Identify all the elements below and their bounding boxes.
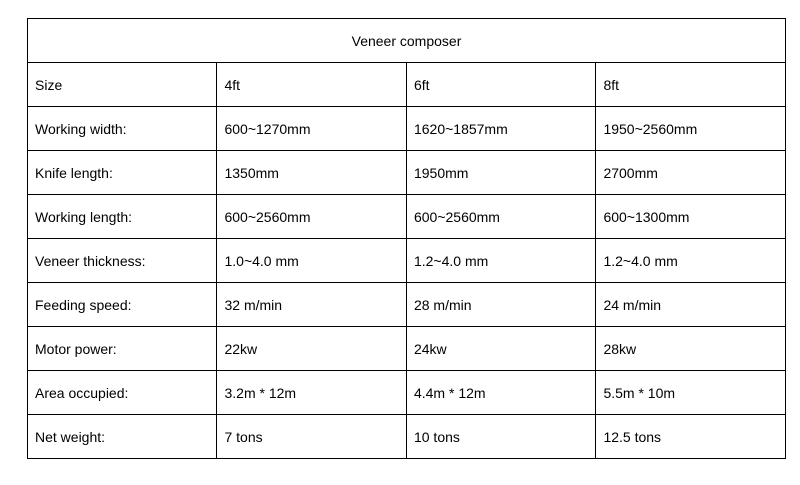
table-cell: 24kw xyxy=(406,327,595,371)
row-label: Working length: xyxy=(28,195,217,239)
table-cell: 10 tons xyxy=(406,415,595,459)
table-row xyxy=(28,415,786,459)
table-row xyxy=(28,151,786,195)
table-cell: 1.0~4.0 mm xyxy=(217,239,406,283)
table-row xyxy=(28,327,786,371)
table-cell: 12.5 tons xyxy=(596,415,786,459)
table-cell: 1.2~4.0 mm xyxy=(406,239,595,283)
table-cell: 7 tons xyxy=(217,415,406,459)
table-cell: 1950mm xyxy=(406,151,595,195)
table-cell: 22kw xyxy=(217,327,406,371)
table-cell: 5.5m * 10m xyxy=(596,371,786,415)
table-cell: 1950~2560mm xyxy=(596,107,786,151)
row-label: Size xyxy=(28,63,217,107)
table-cell: 6ft xyxy=(406,63,595,107)
table-row xyxy=(28,107,786,151)
row-label: Net weight: xyxy=(28,415,217,459)
table-cell: 2700mm xyxy=(596,151,786,195)
row-label: Feeding speed: xyxy=(28,283,217,327)
row-label: Knife length: xyxy=(28,151,217,195)
spec-table xyxy=(27,18,786,459)
spec-table-body xyxy=(28,19,786,459)
table-cell: 32 m/min xyxy=(217,283,406,327)
table-cell: 600~1300mm xyxy=(596,195,786,239)
table-cell: 3.2m * 12m xyxy=(217,371,406,415)
table-title-row xyxy=(28,19,786,63)
table-cell: 8ft xyxy=(596,63,786,107)
table-cell: 1.2~4.0 mm xyxy=(596,239,786,283)
table-cell: 600~1270mm xyxy=(217,107,406,151)
row-label: Working width: xyxy=(28,107,217,151)
table-cell: 4.4m * 12m xyxy=(406,371,595,415)
table-cell: 600~2560mm xyxy=(217,195,406,239)
table-cell: 600~2560mm xyxy=(406,195,595,239)
table-cell: 1350mm xyxy=(217,151,406,195)
row-label: Veneer thickness: xyxy=(28,239,217,283)
row-label: Area occupied: xyxy=(28,371,217,415)
row-label: Motor power: xyxy=(28,327,217,371)
table-row xyxy=(28,63,786,107)
table-cell: 28 m/min xyxy=(406,283,595,327)
table-row xyxy=(28,283,786,327)
table-row xyxy=(28,239,786,283)
table-cell: 4ft xyxy=(217,63,406,107)
table-cell: 28kw xyxy=(596,327,786,371)
table-row xyxy=(28,371,786,415)
table-cell: 1620~1857mm xyxy=(406,107,595,151)
table-cell: 24 m/min xyxy=(596,283,786,327)
table-title: Veneer composer xyxy=(28,19,786,63)
table-row xyxy=(28,195,786,239)
